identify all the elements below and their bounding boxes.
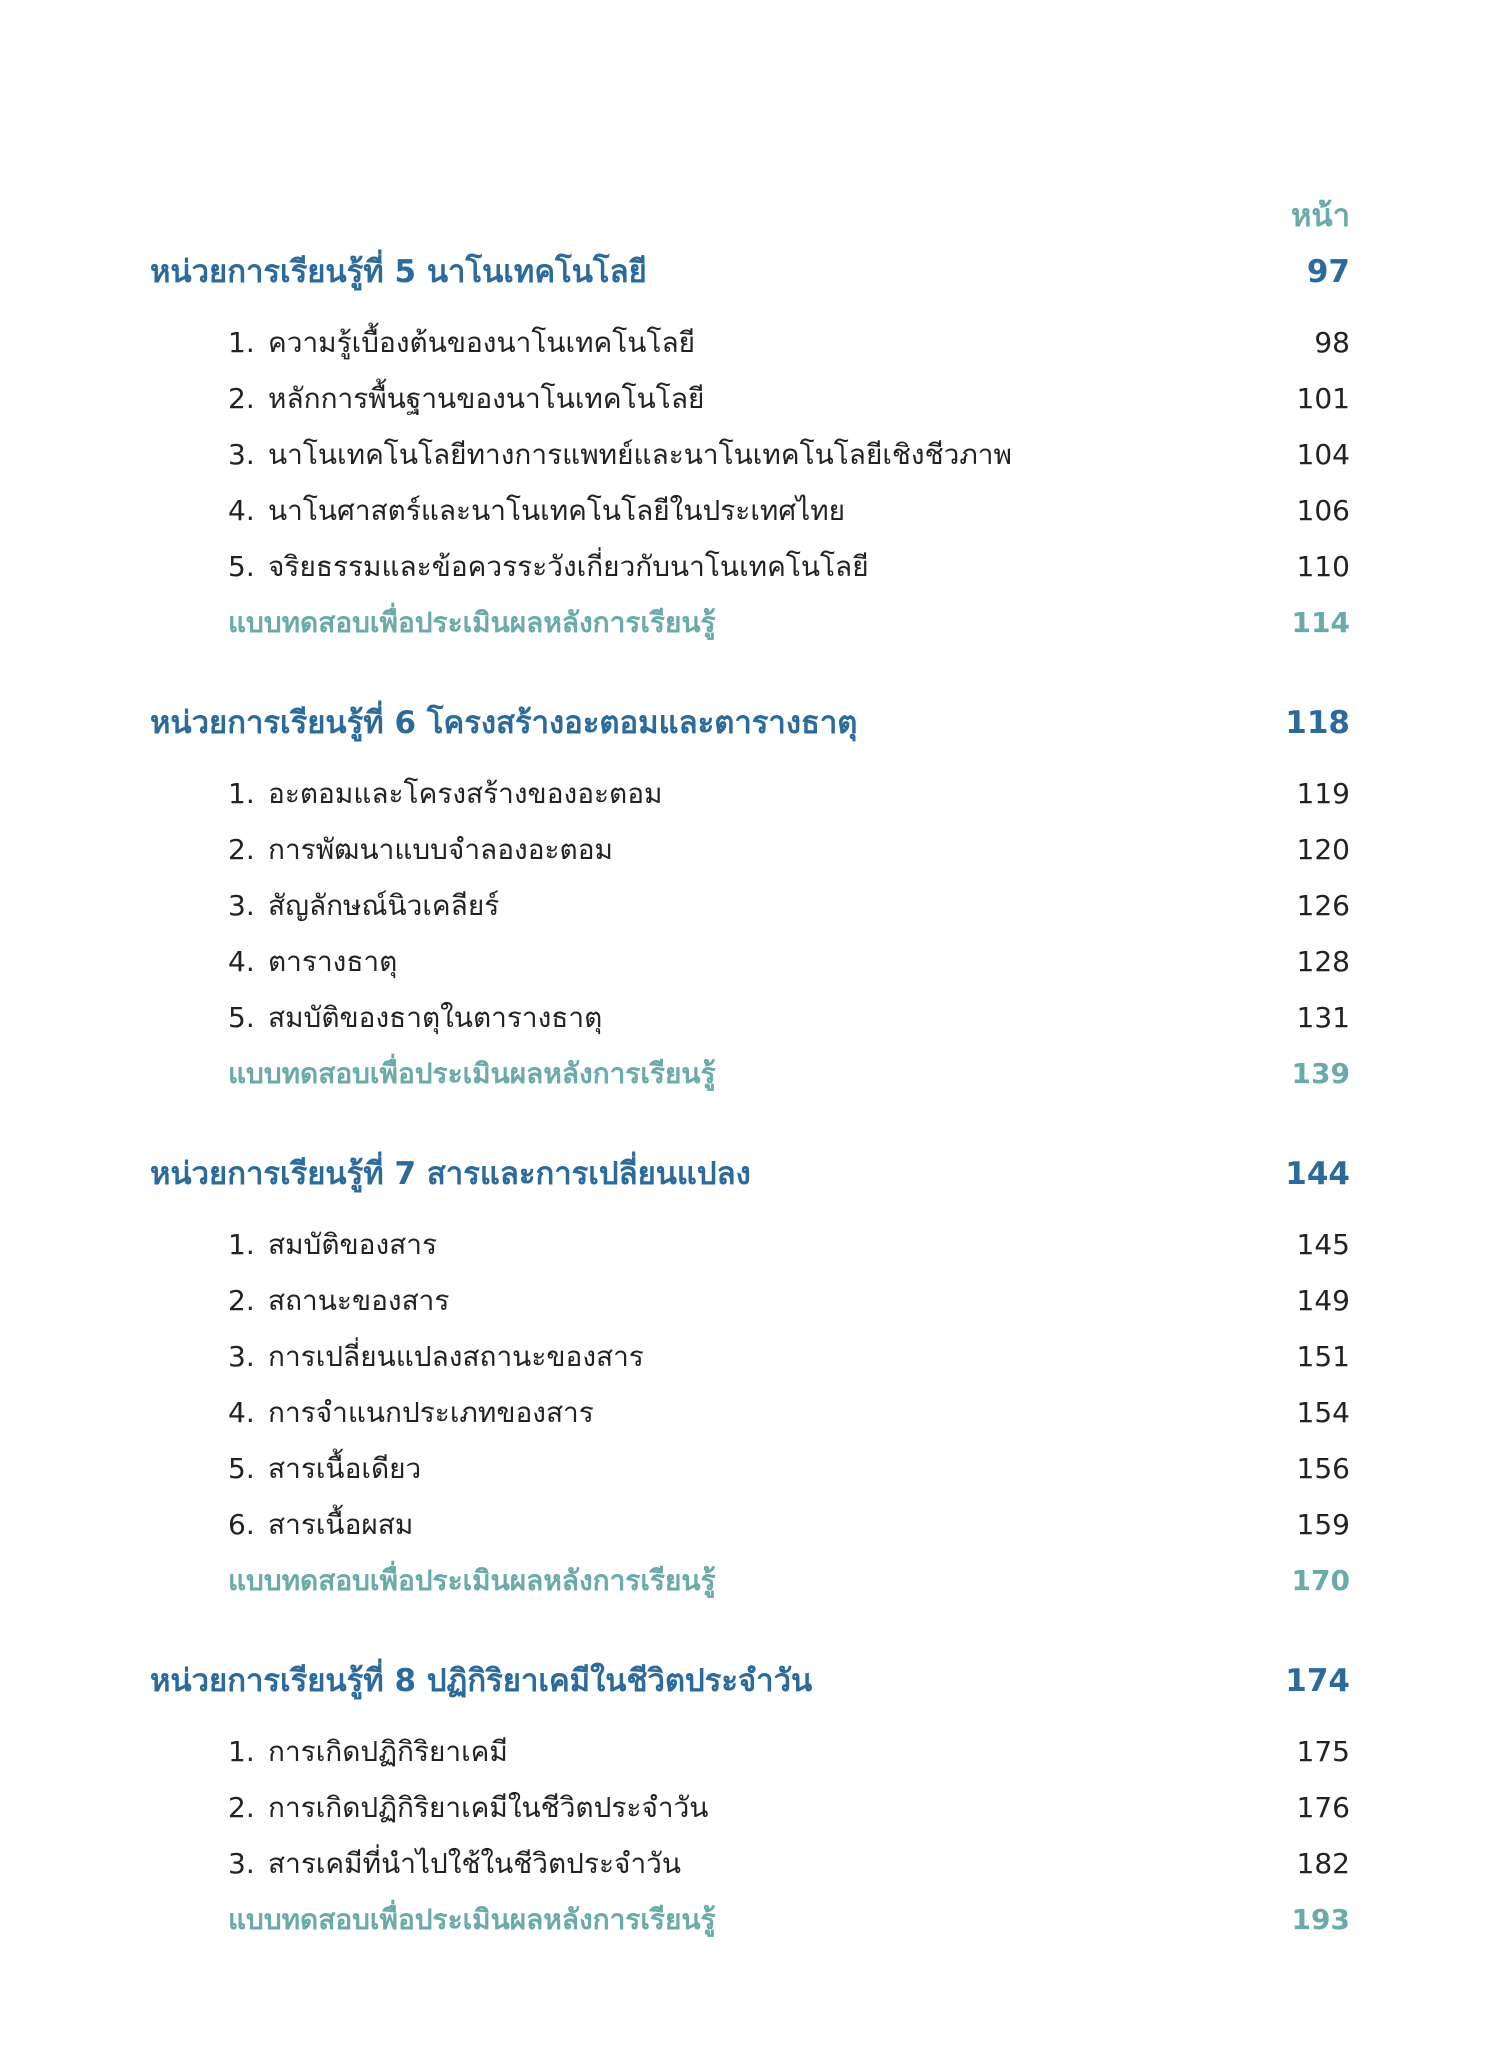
item-page-number: 106: [1296, 494, 1350, 527]
item-page-number: 110: [1296, 550, 1350, 583]
toc-item[interactable]: [150, 539, 1350, 595]
toc-item[interactable]: [150, 1497, 1350, 1553]
toc-unit-8: [150, 1652, 1350, 1948]
item-title: การเกิดปฏิกิริยาเคมีในชีวิตประจำวัน: [268, 1791, 709, 1824]
item-title: การเปลี่ยนแปลงสถานะของสาร: [268, 1340, 644, 1373]
item-title: สารเคมีที่นำไปใช้ในชีวิตประจำวัน: [268, 1847, 682, 1880]
item-title: สารเนื้อเดียว: [268, 1452, 422, 1485]
item-title: การพัฒนาแบบจำลองอะตอม: [268, 833, 614, 866]
toc-item[interactable]: [150, 427, 1350, 483]
item-number: 5.: [228, 1452, 255, 1485]
unit-page-number: 174: [1285, 1663, 1350, 1699]
toc-item[interactable]: [150, 483, 1350, 539]
item-number: 4.: [228, 494, 255, 527]
toc-item[interactable]: [150, 1217, 1350, 1273]
item-page-number: 145: [1296, 1228, 1350, 1261]
item-title: สัญลักษณ์นิวเคลียร์: [268, 889, 500, 922]
item-page-number: 119: [1296, 777, 1350, 810]
item-number: 4.: [228, 945, 255, 978]
item-page-number: 151: [1296, 1340, 1350, 1373]
item-title: การเกิดปฏิกิริยาเคมี: [268, 1735, 508, 1768]
unit-title: หน่วยการเรียนรู้ที่ 5 นาโนเทคโนโลยี: [150, 254, 647, 290]
item-page-number: 120: [1296, 833, 1350, 866]
item-number: 1.: [228, 777, 255, 810]
item-title: นาโนเทคโนโลยีทางการแพทย์และนาโนเทคโนโลยีเชิงชีวภาพ: [268, 438, 1012, 471]
unit-heading[interactable]: [150, 1145, 1350, 1203]
item-title: หลักการพื้นฐานของนาโนเทคโนโลยี: [268, 382, 705, 415]
toc-assessment-item[interactable]: [150, 1553, 1350, 1609]
item-title: สถานะของสาร: [268, 1284, 450, 1317]
assessment-page-number: 193: [1291, 1903, 1350, 1936]
toc-item[interactable]: [150, 878, 1350, 934]
toc-item[interactable]: [150, 990, 1350, 1046]
table-of-contents: [150, 243, 1350, 1991]
item-page-number: 159: [1296, 1508, 1350, 1541]
toc-unit-6: [150, 694, 1350, 1102]
toc-item[interactable]: [150, 1780, 1350, 1836]
item-number: 2.: [228, 833, 255, 866]
unit-page-number: 144: [1285, 1156, 1350, 1192]
item-page-number: 126: [1296, 889, 1350, 922]
unit-heading[interactable]: [150, 243, 1350, 301]
item-number: 2.: [228, 1791, 255, 1824]
unit-title: หน่วยการเรียนรู้ที่ 7 สารและการเปลี่ยนแปลง: [150, 1156, 751, 1192]
item-page-number: 154: [1296, 1396, 1350, 1429]
item-number: 2.: [228, 382, 255, 415]
toc-assessment-item[interactable]: [150, 1892, 1350, 1948]
item-page-number: 104: [1296, 438, 1350, 471]
item-page-number: 175: [1296, 1735, 1350, 1768]
item-page-number: 156: [1296, 1452, 1350, 1485]
item-title: สมบัติของธาตุในตารางธาตุ: [268, 1001, 603, 1034]
item-title: ความรู้เบื้องต้นของนาโนเทคโนโลยี: [268, 326, 696, 359]
item-number: 3.: [228, 889, 255, 922]
toc-item[interactable]: [150, 1273, 1350, 1329]
assessment-title: แบบทดสอบเพื่อประเมินผลหลังการเรียนรู้: [228, 606, 716, 639]
toc-item[interactable]: [150, 371, 1350, 427]
assessment-title: แบบทดสอบเพื่อประเมินผลหลังการเรียนรู้: [228, 1903, 716, 1936]
assessment-page-number: 114: [1291, 606, 1350, 639]
toc-assessment-item[interactable]: [150, 1046, 1350, 1102]
unit-title: หน่วยการเรียนรู้ที่ 8 ปฏิกิริยาเคมีในชีวิตประจำวัน: [150, 1663, 813, 1699]
unit-heading[interactable]: [150, 1652, 1350, 1710]
unit-heading[interactable]: [150, 694, 1350, 752]
toc-item[interactable]: [150, 934, 1350, 990]
toc-item[interactable]: [150, 766, 1350, 822]
item-page-number: 131: [1296, 1001, 1350, 1034]
item-title: ตารางธาตุ: [268, 945, 398, 978]
item-number: 5.: [228, 550, 255, 583]
toc-item[interactable]: [150, 1329, 1350, 1385]
unit-page-number: 118: [1285, 705, 1350, 741]
item-title: นาโนศาสตร์และนาโนเทคโนโลยีในประเทศไทย: [268, 494, 846, 527]
item-title: อะตอมและโครงสร้างของอะตอม: [268, 777, 663, 810]
item-page-number: 101: [1296, 382, 1350, 415]
item-number: 3.: [228, 438, 255, 471]
assessment-title: แบบทดสอบเพื่อประเมินผลหลังการเรียนรู้: [228, 1564, 716, 1597]
item-title: สารเนื้อผสม: [268, 1508, 414, 1541]
item-page-number: 98: [1314, 326, 1350, 359]
item-number: 1.: [228, 1735, 255, 1768]
item-number: 1.: [228, 1228, 255, 1261]
item-page-number: 176: [1296, 1791, 1350, 1824]
toc-unit-7: [150, 1145, 1350, 1609]
item-number: 5.: [228, 1001, 255, 1034]
item-number: 3.: [228, 1847, 255, 1880]
item-page-number: 128: [1296, 945, 1350, 978]
assessment-page-number: 139: [1291, 1057, 1350, 1090]
toc-item[interactable]: [150, 1724, 1350, 1780]
item-number: 6.: [228, 1508, 255, 1541]
toc-item[interactable]: [150, 1441, 1350, 1497]
toc-item[interactable]: [150, 822, 1350, 878]
toc-assessment-item[interactable]: [150, 595, 1350, 651]
assessment-title: แบบทดสอบเพื่อประเมินผลหลังการเรียนรู้: [228, 1057, 716, 1090]
toc-item[interactable]: [150, 315, 1350, 371]
toc-unit-5: [150, 243, 1350, 651]
item-number: 4.: [228, 1396, 255, 1429]
item-page-number: 182: [1296, 1847, 1350, 1880]
item-page-number: 149: [1296, 1284, 1350, 1317]
page-column-header: หน้า: [1290, 198, 1350, 234]
unit-title: หน่วยการเรียนรู้ที่ 6 โครงสร้างอะตอมและตารางธาตุ: [150, 705, 858, 741]
item-number: 1.: [228, 326, 255, 359]
item-title: สมบัติของสาร: [268, 1228, 437, 1261]
item-title: จริยธรรมและข้อควรระวังเกี่ยวกับนาโนเทคโนโลยี: [268, 550, 869, 583]
toc-item[interactable]: [150, 1385, 1350, 1441]
toc-item[interactable]: [150, 1836, 1350, 1892]
item-number: 2.: [228, 1284, 255, 1317]
unit-page-number: 97: [1306, 254, 1350, 290]
item-title: การจำแนกประเภทของสาร: [268, 1396, 594, 1429]
item-number: 3.: [228, 1340, 255, 1373]
assessment-page-number: 170: [1291, 1564, 1350, 1597]
